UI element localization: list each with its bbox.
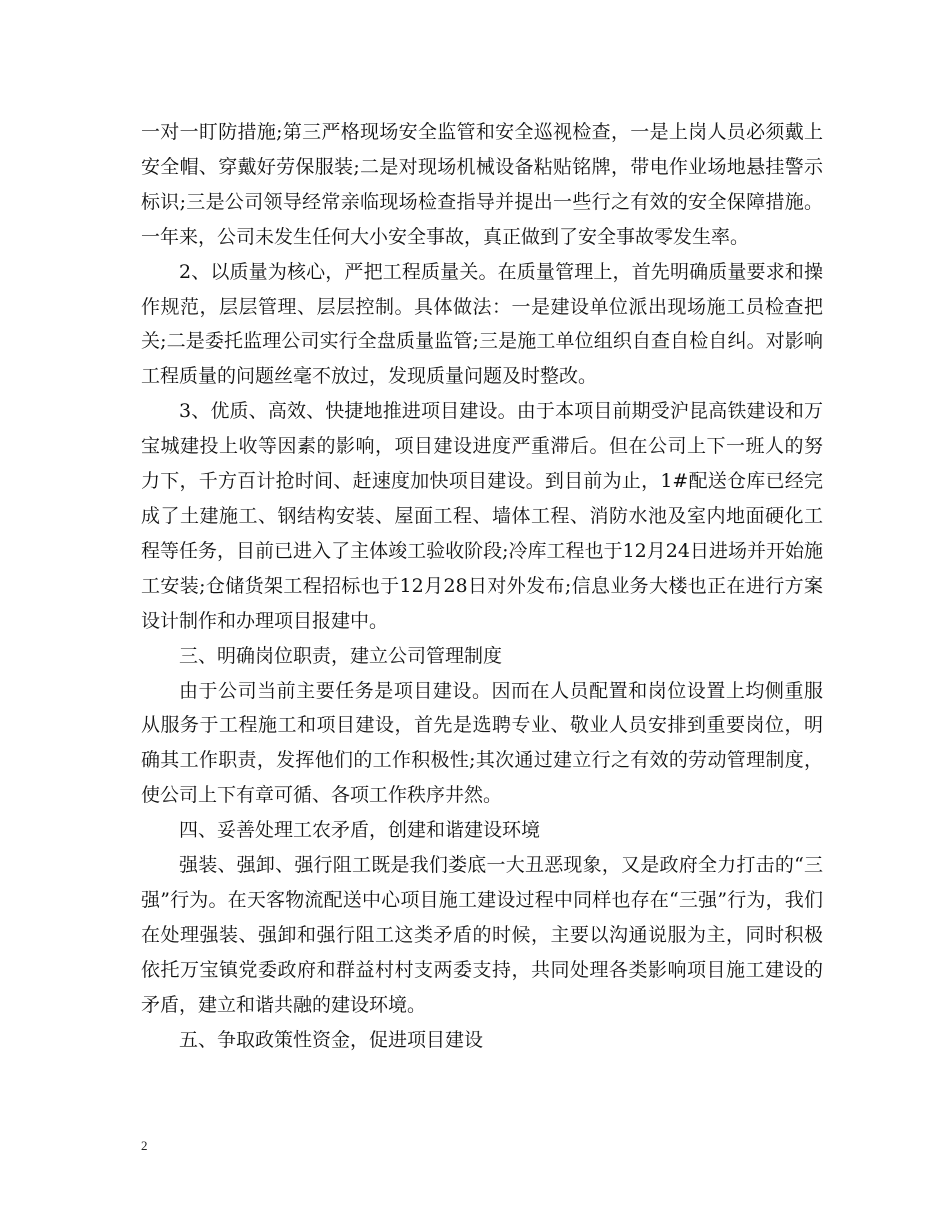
paragraph-progress: 3、优质、高效、快捷地推进项目建设。由于本项目前期受沪昆高铁建设和万宝城建投上收等因素的影响，项目建设进度严重滞后。但在公司上下一班人的努力下，千方百计抢时间、赶速度加快项目建设。到目前为止，1#配送仓库已经完成了土建施工、钢结构安装、屋面工程、墙体工程、消防水池及室内地面硬化工程等任务，目前已进入了主体竣工验收阶段;冷库工程也于12月24日进场并开始施工安装;仓储货架工程招标也于12月28日对外发布;信息业务大楼也正在进行方案设计制作和办理项目报建中。 (141, 400, 823, 632)
paragraph-quality: 2、以质量为核心，严把工程质量关。在质量管理上，首先明确质量要求和操作规范，层层管理、层层控制。具体做法：一是建设单位派出现场施工员检查把关;二是委托监理公司实行全盘质量监管;三是施工单位组织自查自检自纠。对影响工程质量的问题丝毫不放过，发现质量问题及时整改。 (141, 260, 823, 388)
heading-section-three: 三、明确岗位职责，建立公司管理制度 (179, 644, 503, 667)
heading-section-five: 五、争取政策性资金，促进项目建设 (179, 1028, 484, 1051)
paragraph-management: 由于公司当前主要任务是项目建设。因而在人员配置和岗位设置上均侧重服从服务于工程施工和项目建设，首先是选聘专业、敬业人员安排到重要岗位，明确其工作职责，发挥他们的工作积极性;其次通过建立行之有效的劳动管理制度，使公司上下有章可循、各项工作秩序井然。 (141, 679, 823, 807)
paragraph-conflicts: 强装、强卸、强行阻工既是我们娄底一大丑恶现象，又是政府全力打击的“三强”行为。在天客物流配送中心项目施工建设过程中同样也存在“三强”行为，我们在处理强装、强卸和强行阻工这类矛盾的时候，主要以沟通说服为主，同时积极依托万宝镇党委政府和群益村村支两委支持，共同处理各类影响项目施工建设的矛盾，建立和谐共融的建设环境。 (141, 854, 823, 1016)
paragraph-safety-continued: 一对一盯防措施;第三严格现场安全监管和安全巡视检查，一是上岗人员必须戴上安全帽、穿戴好劳保服装;二是对现场机械设备粘贴铭牌，带电作业场地悬挂警示标识;三是公司领导经常亲临现场检查指导并提出一些行之有效的安全保障措施。一年来，公司未发生任何大小安全事故，真正做到了安全事故零发生率。 (141, 121, 823, 248)
heading-section-four: 四、妥善处理工农矛盾，创建和谐建设环境 (179, 819, 541, 842)
document-body (141, 115, 823, 1057)
page-number: 2 (141, 1138, 148, 1153)
